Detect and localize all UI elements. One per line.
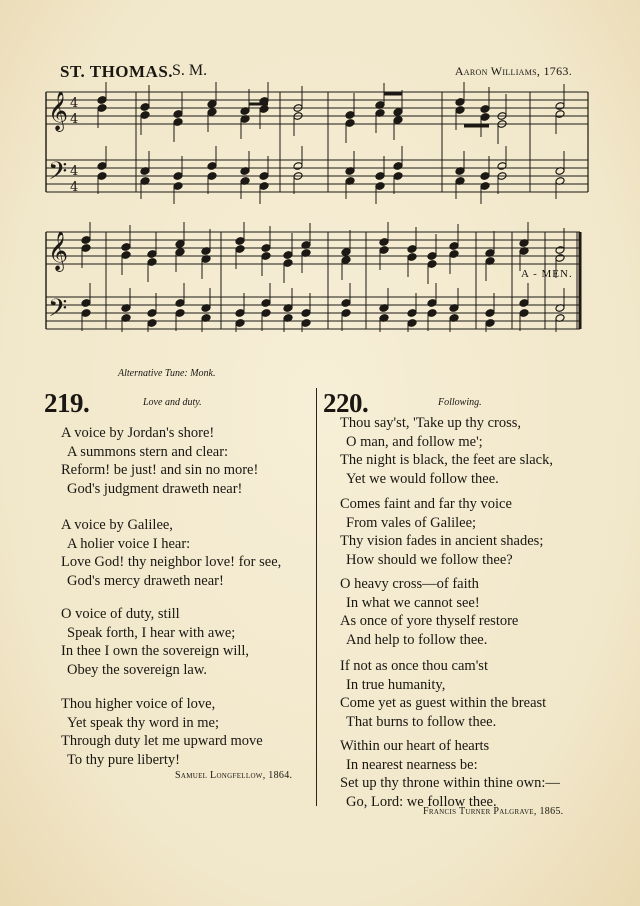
bass-clef-icon: 𝄢	[48, 294, 68, 329]
column-divider	[316, 388, 317, 806]
verse-line: O heavy cross—of faith	[340, 576, 479, 592]
verse-line: A voice by Galilee,	[61, 517, 173, 533]
verse-line: Set up thy throne within thine own:—	[340, 775, 560, 792]
verse-line: Speak forth, I hear with awe;	[67, 624, 236, 641]
amen-label: A - MEN.	[521, 268, 573, 280]
verse-line: From vales of Galilee;	[346, 514, 477, 531]
stanza	[61, 516, 281, 590]
stanza	[61, 424, 258, 498]
time-signature: 4	[70, 112, 79, 127]
verse-line: As once of yore thyself restore	[340, 613, 519, 630]
hymn-219-author: Samuel Longfellow, 1864.	[175, 770, 293, 781]
verse-line: God's judgment draweth near!	[67, 480, 243, 497]
verse-line: In what we cannot see!	[346, 594, 480, 611]
hymn-220-author: Francis Turner Palgrave, 1865.	[423, 806, 564, 817]
verse-line: To thy pure liberty!	[67, 751, 180, 768]
tune-meter: S. M.	[172, 62, 208, 79]
stanza	[340, 414, 553, 488]
time-signature: 4	[70, 96, 79, 111]
verse-line: Comes faint and far thy voice	[340, 496, 512, 512]
verse-line: O voice of duty, still	[61, 606, 180, 622]
verse-line: Yet speak thy word in me;	[67, 714, 219, 731]
verse-line: A holier voice I hear:	[67, 535, 191, 552]
stanza	[61, 695, 263, 769]
hymn-219-number: 219.	[44, 388, 90, 418]
verse-line: Come yet as guest within the breast	[340, 695, 547, 712]
verse-line: Through duty let me upward move	[61, 733, 263, 750]
treble-clef-icon: 𝄞	[48, 91, 69, 131]
tune-name: ST. THOMAS.	[60, 62, 174, 81]
verse-line: That burns to follow thee.	[346, 713, 497, 730]
alternative-tune: Alternative Tune: Monk.	[118, 368, 216, 379]
verse-line: Within our heart of hearts	[340, 738, 490, 754]
tune-header	[0, 62, 640, 80]
verse-line: Yet we would follow thee.	[346, 470, 499, 487]
stanza	[61, 605, 249, 679]
verse-line: Love God! thy neighbor love! for see,	[61, 554, 282, 571]
hymn-220-subtitle: Following.	[438, 397, 482, 408]
verse-line: In true humanity,	[346, 676, 446, 693]
verse-line: Thou say'st, 'Take up thy cross,	[340, 415, 522, 431]
music-score	[40, 82, 600, 332]
verse-line: Go, Lord: we follow thee.	[346, 793, 497, 810]
treble-clef-icon: 𝄞	[48, 231, 69, 271]
verse-line: The night is black, the feet are slack,	[340, 452, 553, 469]
verse-line: In thee I own the sovereign will,	[61, 643, 250, 660]
verse-line: Obey the sovereign law.	[67, 661, 207, 678]
verse-line: A voice by Jordan's shore!	[61, 425, 215, 441]
verse-line: How should we follow thee?	[346, 551, 513, 568]
verse-line: In nearest nearness be:	[346, 756, 478, 773]
stanza	[340, 575, 518, 649]
verse-line: Thy vision fades in ancient shades;	[340, 533, 544, 550]
hymn-220-number: 220.	[323, 388, 369, 418]
verse-line: If not as once thou cam'st	[340, 658, 488, 674]
time-signature: 4	[70, 180, 79, 195]
verse-line: And help to follow thee.	[346, 631, 488, 648]
tune-composer: Aaron Williams, 1763.	[454, 64, 572, 78]
bass-clef-icon: 𝄢	[48, 157, 68, 192]
verse-line: Thou higher voice of love,	[61, 696, 216, 712]
stanza	[340, 737, 560, 811]
time-signature: 4	[70, 164, 79, 179]
hymn-219-subtitle: Love and duty.	[143, 397, 202, 408]
verse-line: God's mercy draweth near!	[67, 572, 224, 589]
verse-line: A summons stern and clear:	[67, 443, 229, 460]
stanza	[340, 657, 546, 731]
verse-line: O man, and follow me';	[346, 433, 483, 450]
verse-line: Reform! be just! and sin no more!	[61, 462, 259, 479]
stanza	[340, 495, 543, 569]
